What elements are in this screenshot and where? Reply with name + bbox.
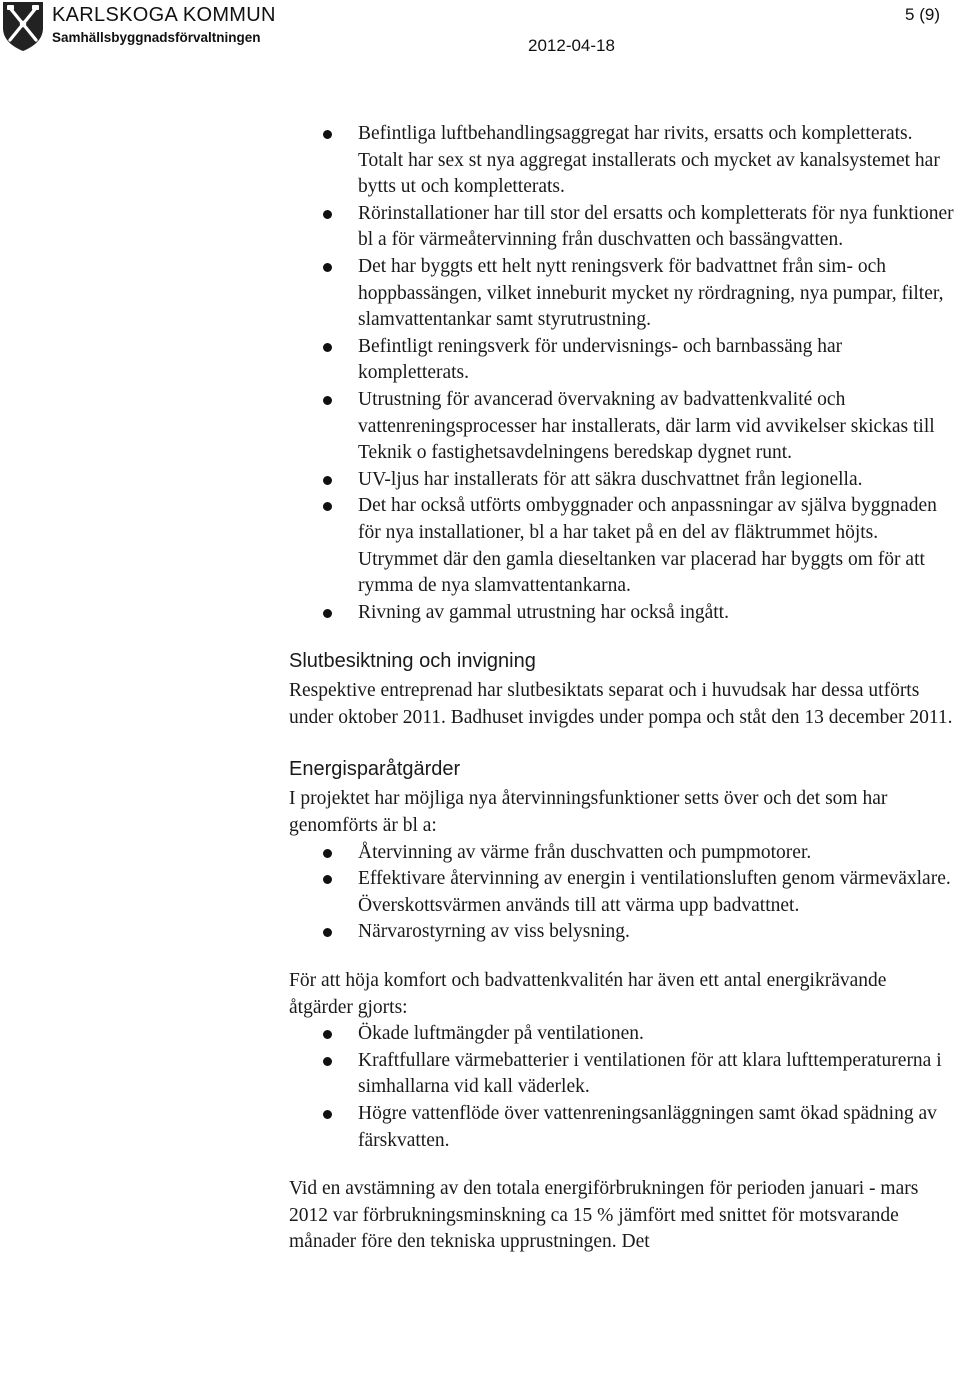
comfort-measures-list <box>0 1021 954 1154</box>
bullet-icon <box>323 1030 332 1039</box>
bullet-icon <box>323 928 332 937</box>
list-item-text: Kraftfullare värmebatterier i ventilationen för att klara lufttemperaturerna i simhallarna vid kall väderlek. <box>358 1049 942 1098</box>
bullet-icon <box>323 396 332 405</box>
list-item <box>0 840 954 867</box>
list-item <box>0 493 954 599</box>
document-body <box>289 121 954 1256</box>
bullet-icon <box>323 263 332 272</box>
list-item-text: Återvinning av värme från duschvatten och pumpmotorer. <box>358 841 812 863</box>
list-item-text: Det har byggts ett helt nytt reningsverk för badvattnet från sim- och hoppbassängen, vilket inneburit mycket ny rördragning, nya pumpar, filter, slamvattentankar samt styrutrustning. <box>358 255 944 331</box>
page-number: 5 (9) <box>905 5 940 24</box>
bullet-icon <box>323 210 332 219</box>
installations-list <box>0 121 954 626</box>
list-item <box>0 254 954 334</box>
paragraph-energi-intro: I projektet har möjliga nya återvinningsfunktioner setts över och det som har genomförts är bl a: <box>289 788 888 837</box>
list-item <box>0 600 954 627</box>
list-item <box>0 1101 954 1154</box>
list-item-text: Rivning av gammal utrustning har också ingått. <box>358 601 729 623</box>
list-item <box>0 387 954 467</box>
paragraph-avstamning: Vid en avstämning av den totala energiförbrukningen för perioden januari - mars 2012 var förbrukningsminskning ca 15 % jämfört med snittet för motsvarande månader före den tekniska upprustningen. Det <box>289 1178 919 1253</box>
list-item-text: Rörinstallationer har till stor del ersatts och kompletterats för nya funktioner bl a för värmeåtervinning från duschvatten och bassängvatten. <box>358 202 954 251</box>
bullet-icon <box>323 130 332 139</box>
bullet-icon <box>323 1110 332 1119</box>
list-item-text: Befintligt reningsverk för undervisnings- och barnbassäng har kompletterats. <box>358 335 843 384</box>
list-item <box>0 919 954 946</box>
list-item <box>0 201 954 254</box>
department-name: Samhällsbyggnadsförvaltningen <box>52 30 261 45</box>
section-heading-slutbesiktning: Slutbesiktning och invigning <box>289 650 536 673</box>
list-item-text: UV-ljus har installerats för att säkra duschvattnet från legionella. <box>358 468 863 490</box>
paragraph-komfort: För att höja komfort och badvattenkvalitén har även ett antal energikrävande åtgärder gjorts: <box>289 970 887 1018</box>
bullet-icon <box>323 502 332 511</box>
organization-name: KARLSKOGA KOMMUN <box>52 4 276 26</box>
list-item <box>0 467 954 494</box>
section-heading-energisparatgarder: Energisparåtgärder <box>289 758 461 781</box>
page-header <box>0 0 960 70</box>
bullet-icon <box>323 875 332 884</box>
list-item-text: Det har också utförts ombyggnader och anpassningar av själva byggnaden för nya installationer, bl a har taket på en del av fläktrummet höjts. Utrymmet där den gamla dieseltanken var placerad har byggts om för att rymma de nya slamvattentankarna. <box>358 495 937 597</box>
list-item-text: Närvarostyrning av viss belysning. <box>358 921 630 943</box>
list-item <box>0 334 954 387</box>
list-item-text: Effektivare återvinning av energin i ventilationsluften genom värmeväxlare. Överskottsvärmen används till att värma upp badvattnet. <box>358 868 951 916</box>
list-item-text: Utrustning för avancerad övervakning av badvattenkvalité och vattenreningsprocesser har installerats, där larm vid avvikelser skickas till Teknik o fastighetsavdelningens beredskap dygnet runt. <box>358 388 935 464</box>
energy-measures-list <box>0 840 954 946</box>
karlskoga-coat-of-arms-icon <box>0 0 46 52</box>
bullet-icon <box>323 609 332 618</box>
list-item-text: Ökade luftmängder på ventilationen. <box>358 1023 644 1045</box>
list-item <box>0 1021 954 1048</box>
list-item <box>0 866 954 919</box>
document-date: 2012-04-18 <box>528 36 615 55</box>
bullet-icon <box>323 476 332 485</box>
list-item-text: Befintliga luftbehandlingsaggregat har rivits, ersatts och kompletterats. Totalt har sex st nya aggregat installerats och mycket av kanalsystemet har bytts ut och kompletterats. <box>358 123 940 198</box>
list-item-text: Högre vattenflöde över vattenreningsanläggningen samt ökad spädning av färskvatten. <box>358 1103 937 1151</box>
bullet-icon <box>323 343 332 352</box>
bullet-icon <box>323 849 332 858</box>
list-item <box>0 1048 954 1101</box>
paragraph-slutbesiktning: Respektive entreprenad har slutbesiktats separat och i huvudsak har dessa utförts under oktober 2011. Badhuset invigdes under pompa och ståt den 13 december 2011. <box>289 680 953 728</box>
bullet-icon <box>323 1057 332 1066</box>
list-item <box>0 121 954 201</box>
